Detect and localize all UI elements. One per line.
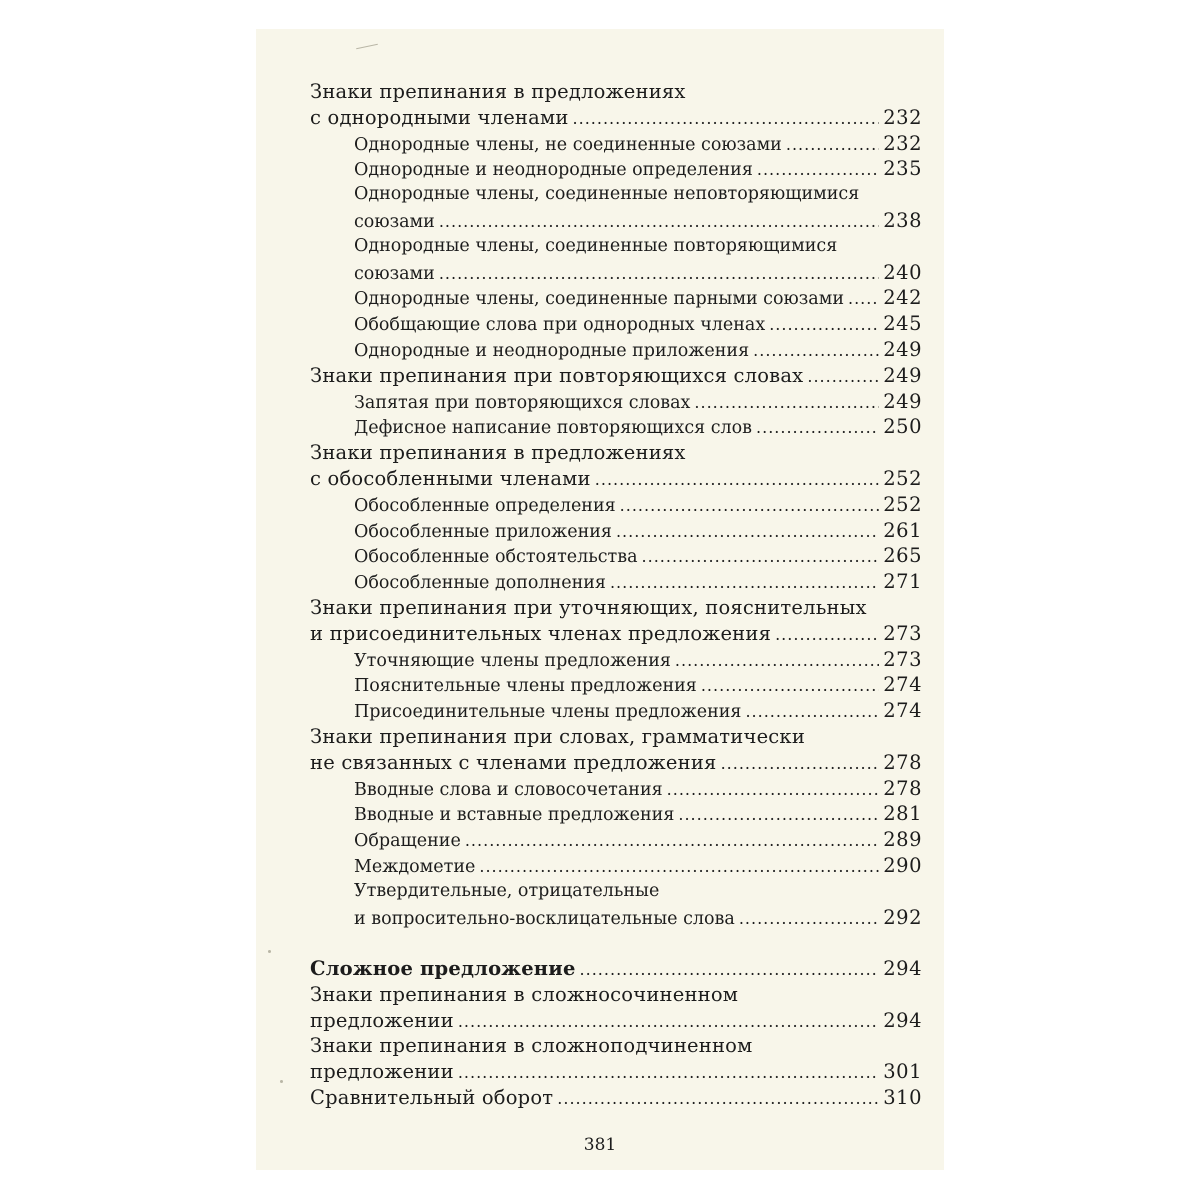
dot-leader <box>786 132 879 158</box>
dot-leader <box>769 312 879 338</box>
toc-subsection-line[interactable] <box>310 827 922 853</box>
toc-page-number: 278 <box>883 776 922 800</box>
toc-page-number: 249 <box>883 363 922 387</box>
toc-entry-title: союзами <box>354 211 435 232</box>
toc-section-line[interactable] <box>310 595 922 621</box>
toc-section-line[interactable] <box>310 982 922 1008</box>
toc-page-number: 235 <box>883 157 922 181</box>
toc-section-line[interactable] <box>310 1033 922 1059</box>
toc-page-number: 301 <box>883 1060 922 1084</box>
dot-leader <box>465 828 879 854</box>
toc-entry-title: Дефисное написание повторяющихся слов <box>354 418 753 439</box>
toc-entry-title: Сложное предложение <box>310 957 576 981</box>
toc-entry-title: Запятая при повторяющихся словах <box>354 392 691 413</box>
toc-page-number: 294 <box>883 1008 922 1032</box>
dot-leader <box>667 777 880 803</box>
toc-entry-title: предложении <box>310 1008 454 1032</box>
toc-entry-title: и присоединительных членах предложения <box>310 621 772 645</box>
toc-page-number: 240 <box>883 260 922 284</box>
toc-entry-title: Знаки препинания в предложениях <box>310 80 686 103</box>
toc-entry-title: Обособленные определения <box>354 495 616 516</box>
toc-entry-title: и вопросительно-восклицательные слова <box>354 908 735 929</box>
toc-page-number: 252 <box>883 466 922 490</box>
toc-entry-title: Однородные и неоднородные приложения <box>354 340 750 361</box>
toc-section-line[interactable] <box>310 105 922 131</box>
toc-entry-title: Однородные члены, соединенные неповторяющимися <box>354 184 860 205</box>
toc-subsection-line[interactable] <box>310 801 922 827</box>
toc-page-number: 265 <box>883 544 922 568</box>
toc-subsection-line[interactable] <box>310 311 922 337</box>
toc-subsection-line[interactable] <box>310 182 922 208</box>
dot-leader <box>848 286 879 312</box>
toc-section-line[interactable] <box>310 1008 922 1034</box>
dot-leader <box>557 1086 879 1112</box>
dot-leader <box>642 544 880 570</box>
toc-entry-title: Обращение <box>354 831 461 852</box>
toc-entry-title: союзами <box>354 263 435 284</box>
toc-entry-title: Сравнительный оборот <box>310 1086 554 1110</box>
toc-subsection-line[interactable] <box>310 414 922 440</box>
page-number: 381 <box>583 1135 617 1155</box>
toc-section-line[interactable] <box>310 466 922 492</box>
toc-entry-title: Уточняющие члены предложения <box>354 650 671 671</box>
toc-subsection-line[interactable] <box>310 260 922 286</box>
dot-leader <box>616 519 879 545</box>
table-of-contents <box>310 79 922 1111</box>
toc-entry-title: Утвердительные, отрицательные <box>354 880 660 901</box>
toc-entry-title: Обособленные дополнения <box>354 573 606 594</box>
toc-page-number: 278 <box>883 750 922 774</box>
toc-subsection-line[interactable] <box>310 543 922 569</box>
toc-entry-title: с однородными членами <box>310 105 569 129</box>
dot-leader <box>739 906 879 932</box>
dot-leader <box>721 751 880 777</box>
toc-entry-title: Знаки препинания в сложноподчиненном <box>310 1034 753 1058</box>
toc-entry-title: Знаки препинания в сложносочиненном <box>310 982 739 1006</box>
toc-subsection-line[interactable] <box>310 285 922 311</box>
dot-leader <box>610 570 879 596</box>
toc-entry-title: не связанных с членами предложения <box>310 750 717 774</box>
scan-mark <box>280 1080 283 1083</box>
toc-page-number: 250 <box>883 415 922 439</box>
toc-page-number: 261 <box>883 518 922 542</box>
toc-entry-title: Вводные и вставные предложения <box>354 805 675 826</box>
toc-page-number: 292 <box>883 905 922 929</box>
toc-subsection-line[interactable] <box>310 208 922 234</box>
dot-leader <box>479 854 879 880</box>
toc-subsection-line[interactable] <box>310 853 922 879</box>
dot-leader <box>458 1060 879 1086</box>
toc-page-number: 232 <box>883 131 922 155</box>
toc-subsection-line[interactable] <box>310 776 922 802</box>
toc-page-number: 273 <box>883 647 922 671</box>
toc-entry-title: предложении <box>310 1060 454 1084</box>
dot-leader <box>694 390 879 416</box>
toc-page-number: 249 <box>883 389 922 413</box>
toc-entry-title: Знаки препинания при уточняющих, пояснительных <box>310 595 867 619</box>
toc-subsection-line[interactable] <box>310 389 922 415</box>
toc-section-line[interactable] <box>310 621 922 647</box>
dot-leader <box>620 493 880 519</box>
toc-subsection-line[interactable] <box>310 672 922 698</box>
toc-subsection-line[interactable] <box>310 492 922 518</box>
toc-entry-title: Однородные и неоднородные определения <box>354 160 753 181</box>
dot-leader <box>580 957 880 983</box>
toc-entry-title: Обобщающие слова при однородных членах <box>354 315 766 336</box>
toc-entry-title: Присоединительные члены предложения <box>354 702 742 723</box>
dot-leader <box>458 1009 879 1035</box>
toc-section-line[interactable] <box>310 1059 922 1085</box>
toc-subsection-line[interactable] <box>310 518 922 544</box>
toc-page-number: 238 <box>883 208 922 232</box>
dot-leader <box>753 338 879 364</box>
toc-subsection-line[interactable] <box>310 569 922 595</box>
toc-entry-title: Однородные члены, соединенные повторяющимися <box>354 235 838 256</box>
toc-page-number: 310 <box>883 1086 922 1110</box>
toc-section-line[interactable] <box>310 440 922 466</box>
toc-page-number: 271 <box>883 570 922 594</box>
dot-leader <box>807 364 879 390</box>
dot-leader <box>745 699 879 725</box>
toc-entry-title: Знаки препинания при повторяющихся словах <box>310 363 804 387</box>
scan-mark <box>268 950 271 953</box>
dot-leader <box>675 648 879 674</box>
dot-leader <box>756 415 879 441</box>
toc-entry-title: Пояснительные члены предложения <box>354 676 697 697</box>
toc-page-number: 249 <box>883 337 922 361</box>
dot-leader <box>595 467 880 493</box>
toc-section-line[interactable] <box>310 956 922 982</box>
toc-page-number: 274 <box>883 673 922 697</box>
dot-leader <box>775 622 879 648</box>
toc-subsection-line[interactable] <box>310 905 922 931</box>
toc-page-number: 290 <box>883 853 922 877</box>
toc-subsection-line[interactable] <box>310 698 922 724</box>
dot-leader <box>439 209 879 235</box>
toc-entry-title: Однородные члены, соединенные парными союзами <box>354 289 844 310</box>
toc-entry-title: Обособленные приложения <box>354 521 612 542</box>
toc-page-number: 289 <box>883 828 922 852</box>
toc-page-number: 281 <box>883 802 922 826</box>
toc-subsection-line[interactable] <box>310 234 922 260</box>
toc-section-line[interactable] <box>310 79 922 105</box>
dot-leader <box>573 106 880 132</box>
toc-subsection-line[interactable] <box>310 337 922 363</box>
toc-subsection-line[interactable] <box>310 879 922 905</box>
toc-section-line[interactable] <box>310 363 922 389</box>
dot-leader <box>678 802 879 828</box>
toc-entry-title: Знаки препинания при словах, грамматически <box>310 724 806 748</box>
toc-entry-title: Междометие <box>354 856 476 877</box>
toc-page-number: 294 <box>883 957 922 981</box>
toc-subsection-line[interactable] <box>310 131 922 157</box>
toc-subsection-line[interactable] <box>310 647 922 673</box>
toc-section-line[interactable] <box>310 724 922 750</box>
toc-subsection-line[interactable] <box>310 156 922 182</box>
toc-page-number: 274 <box>883 699 922 723</box>
toc-page-number: 252 <box>883 492 922 516</box>
toc-section-line[interactable] <box>310 1085 922 1111</box>
toc-entry-title: с обособленными членами <box>310 466 591 490</box>
toc-section-line[interactable] <box>310 750 922 776</box>
toc-page-number: 242 <box>883 286 922 310</box>
dot-leader <box>757 157 879 183</box>
toc-page-number: 232 <box>883 105 922 129</box>
dot-leader <box>439 261 879 287</box>
toc-entry-title: Обособленные обстоятельства <box>354 547 638 568</box>
toc-page-number: 245 <box>883 312 922 336</box>
toc-entry-title: Знаки препинания в предложениях <box>310 441 686 465</box>
toc-page-number: 273 <box>883 621 922 645</box>
toc-entry-title: Однородные члены, не соединенные союзами <box>354 134 782 155</box>
toc-entry-title: Вводные слова и словосочетания <box>354 779 663 800</box>
toc-gap <box>310 930 922 956</box>
dot-leader <box>701 673 879 699</box>
